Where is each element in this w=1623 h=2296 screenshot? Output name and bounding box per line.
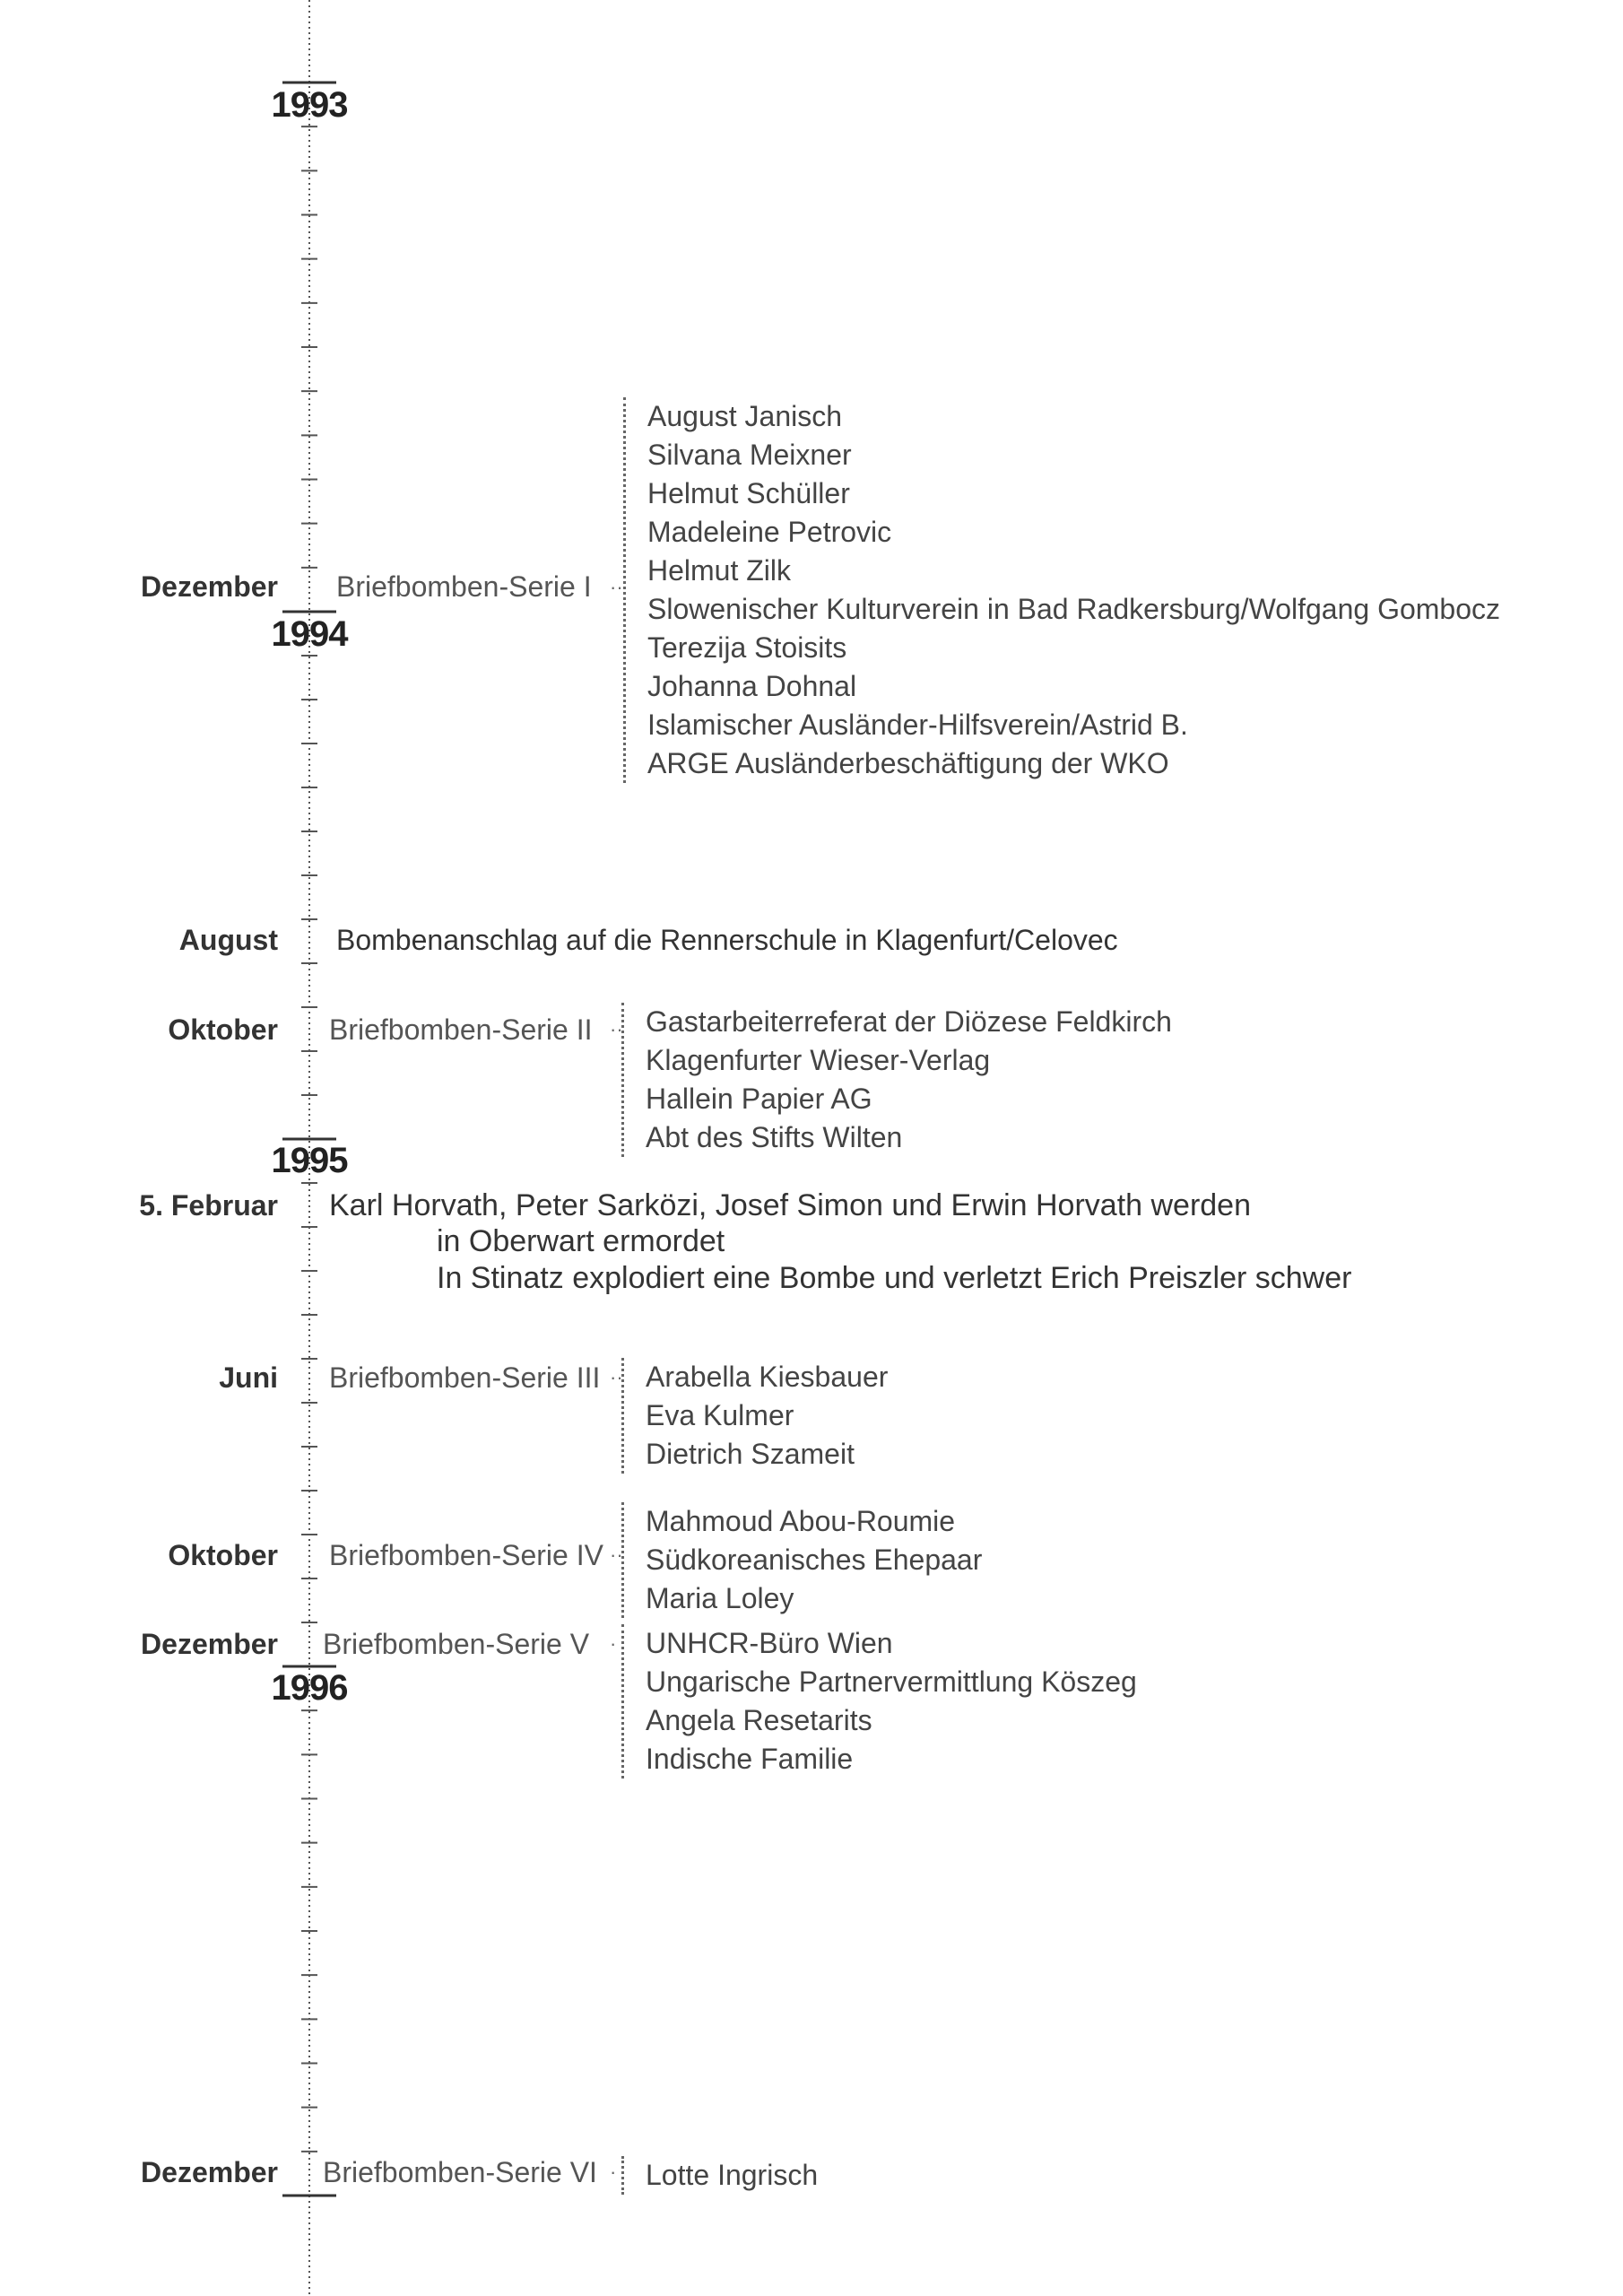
victim-item: August Janisch [647,400,843,432]
victim-list [621,1003,1172,1157]
month-label: Oktober [168,1539,278,1571]
victim-item: Hallein Papier AG [646,1083,872,1115]
month-label: Dezember [141,2156,278,2188]
month-label: 5. Februar [139,1189,278,1222]
victim-item: Dietrich Szameit [646,1438,855,1470]
connector-icon: ·· [610,1366,623,1388]
victim-item: Ungarische Partnervermittlung Köszeg [646,1665,1137,1698]
victim-item: Lotte Ingrisch [646,2159,819,2191]
victim-item: Silvana Meixner [647,439,852,471]
year-label-1994: 1994 [271,614,348,654]
victim-list [623,397,1500,783]
series-label: Briefbomben-Serie IV [329,1539,603,1571]
event-text: Karl Horvath, Peter Sarközi, Josef Simon und Erwin Horvath werden [329,1188,1252,1222]
victim-item: Mahmoud Abou-Roumie [646,1505,956,1537]
event-text: Bombenanschlag auf die Rennerschule in Klagenfurt/Celovec [336,924,1118,956]
victim-item: Klagenfurter Wieser-Verlag [646,1044,991,1076]
series-label: Briefbomben-Serie V [323,1628,590,1660]
year-label-1995: 1995 [271,1141,348,1180]
victim-item: Angela Resetarits [646,1704,872,1736]
month-label: Oktober [168,1013,278,1046]
series-label: Briefbomben-Serie III [329,1361,601,1394]
victim-item: Johanna Dohnal [647,670,857,702]
victim-item: Islamischer Ausländer-Hilfsverein/Astrid B. [647,709,1188,741]
victim-item: Arabella Kiesbauer [646,1361,889,1393]
victim-item: Abt des Stifts Wilten [646,1121,903,1153]
victim-list [621,1358,888,1474]
event-text: In Stinatz explodiert eine Bombe und verletzt Erich Preiszler schwer [437,1261,1352,1295]
victim-item: Südkoreanisches Ehepaar [646,1544,983,1576]
series-label: Briefbomben-Serie II [329,1013,593,1046]
connector-icon: ·· [610,1018,623,1040]
victim-item: Helmut Zilk [647,554,792,587]
victim-item: Madeleine Petrovic [647,516,892,548]
victim-list [621,1624,1137,1779]
event-text: in Oberwart ermordet [437,1224,725,1258]
victim-list [621,2156,818,2195]
victim-item: Indische Familie [646,1743,854,1775]
series-label: Briefbomben-Serie VI [323,2156,597,2188]
connector-icon: · [610,1632,617,1655]
connector-icon: ·· [610,576,623,598]
victim-item: ARGE Ausländerbeschäftigung der WKO [647,747,1169,779]
victim-item: Eva Kulmer [646,1399,794,1431]
victim-item: Gastarbeiterreferat der Diözese Feldkirch [646,1005,1172,1038]
month-label: Juni [219,1361,278,1394]
victim-item: Helmut Schüller [647,477,850,509]
month-label: Dezember [141,1628,278,1660]
victim-item: Slowenischer Kulturverein in Bad Radkersburg/Wolfgang Gombocz [647,593,1500,625]
victim-list [621,1502,982,1618]
series-label: Briefbomben-Serie I [336,570,592,603]
connector-icon: ·· [610,1544,623,1566]
connector-icon: · [610,2161,617,2183]
victim-item: UNHCR-Büro Wien [646,1627,893,1659]
year-label-1996: 1996 [271,1668,348,1708]
victim-item: Terezija Stoisits [647,631,847,664]
month-label: Dezember [141,570,278,603]
victim-item: Maria Loley [646,1582,794,1614]
month-label: August [178,924,278,956]
year-label-1993: 1993 [271,85,348,125]
